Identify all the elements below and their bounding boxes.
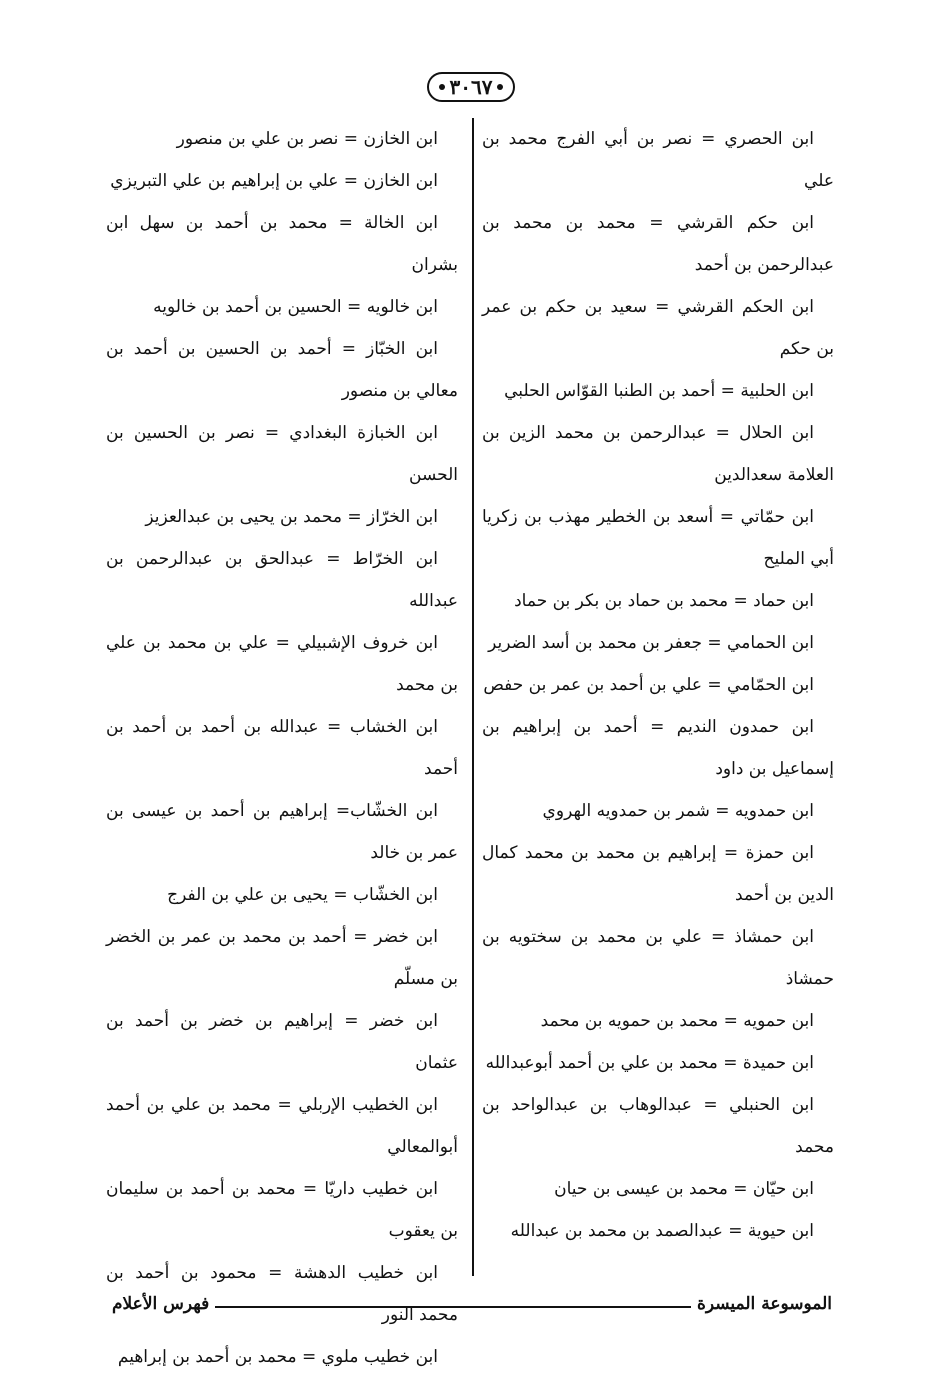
index-entry: ابن الخرّاز = محمد بن يحيى بن عبدالعزيز [145,507,438,527]
index-entry: ابن الحلبية = أحمد بن الطنبا القوّاس الحلبي [504,381,814,401]
index-entry: ابن الحمّامي = علي بن أحمد بن عمر بن حفص [483,675,814,695]
index-entry: ابن الخالة = محمد بن أحمد بن سهل ابن بشران [106,213,458,275]
index-entry: ابن الخشّاب = يحيى بن علي بن الفرج [167,885,438,905]
index-entry: ابن حكم القرشي = محمد بن محمد بن عبدالرحمن بن أحمد [482,213,834,275]
index-entry: ابن حمدويه = شمر بن حمدويه الهروي [542,801,814,821]
page-number [427,72,515,102]
index-entry: ابن الخطيب الإربلي = محمد بن علي بن أحمد أبوالمعالي [106,1095,458,1157]
right-column [482,118,834,1252]
footer-section-title: فهرس الأعلام [112,1294,210,1314]
index-entry: ابن حماد = محمد بن حماد بن بكر بن حماد [514,591,814,611]
index-entry: ابن الحلال = عبدالرحمن بن محمد الزين بن العلامة سعدالدين [482,423,834,485]
index-entry: ابن حمّاتي = أسعد بن الخطير مهذب بن زكريا أبي المليح [482,507,834,569]
index-entry: ابن الحنبلي = عبدالوهاب بن عبدالواحد بن محمد [482,1095,834,1157]
index-entry: ابن حمشاذ = علي بن محمد بن سختويه بن حمشاذ [482,927,834,989]
left-column [106,118,458,1378]
footer-book-title: الموسوعة الميسرة [696,1294,832,1314]
index-entry: ابن الحكم القرشي = سعيد بن حكم بن عمر بن حكم [482,297,834,359]
index-entry: ابن حمدون النديم = أحمد بن إبراهيم بن إسماعيل بن داود [482,717,834,779]
index-entry: ابن حيوية = عبدالصمد بن محمد بن عبدالله [510,1221,814,1241]
index-entry: ابن خضر = أحمد بن محمد بن عمر بن الخضر بن مسلّم [106,927,458,989]
index-entry: ابن الخازن = نصر بن علي بن منصور [176,129,438,149]
index-entry: ابن الخشّاب= إبراهيم بن أحمد بن عيسى بن عمر بن خالد [106,801,458,863]
page-number-text: ٣٠٦٧ [449,75,493,99]
index-entry: ابن الخازن = علي بن إبراهيم بن علي التبريزي [110,171,438,191]
index-entry: ابن خطيب الدهشة = محمود بن أحمد بن محمد النور [106,1263,458,1325]
index-entry: ابن الحصري = نصر بن أبي الفرج محمد بن علي [482,129,834,191]
index-entry: ابن الحمامي = جعفر بن محمد بن أسد الضرير [488,633,814,653]
index-entry: ابن الخبازة البغدادي = نصر بن الحسين بن الحسن [106,423,458,485]
index-entry: ابن خطيب ملوي = محمد بن أحمد بن إبراهيم [117,1347,438,1367]
page-footer [112,1290,832,1314]
index-entry: ابن خالويه = الحسين بن أحمد بن خالويه [153,297,438,317]
footer-rule [215,1306,691,1308]
index-entry: ابن الخرّاط = عبدالحق بن عبدالرحمن بن عبدالله [106,549,458,611]
index-entry: ابن الخبّاز = أحمد بن الحسين بن أحمد بن معالي بن منصور [106,339,458,401]
index-entry: ابن حيّان = محمد بن عيسى بن حيان [554,1179,814,1199]
index-entry: ابن حمزة = إبراهيم بن محمد بن محمد كمال الدين بن أحمد [482,843,834,905]
index-entry: ابن حميدة = محمد بن علي بن أحمد أبوعبدالله [485,1053,814,1073]
index-entry: ابن خروف الإشبيلي = علي بن محمد بن علي بن محمد [106,633,458,695]
index-entry: ابن الخشاب = عبدالله بن أحمد بن أحمد بن أحمد [106,717,458,779]
index-entry: ابن حمويه = محمد بن حمويه بن محمد [540,1011,814,1031]
index-entry: ابن خطيب داريّا = محمد بن أحمد بن سليمان بن يعقوب [106,1179,458,1241]
index-entry: ابن خضر = إبراهيم بن خضر بن أحمد بن عثمان [106,1011,458,1073]
